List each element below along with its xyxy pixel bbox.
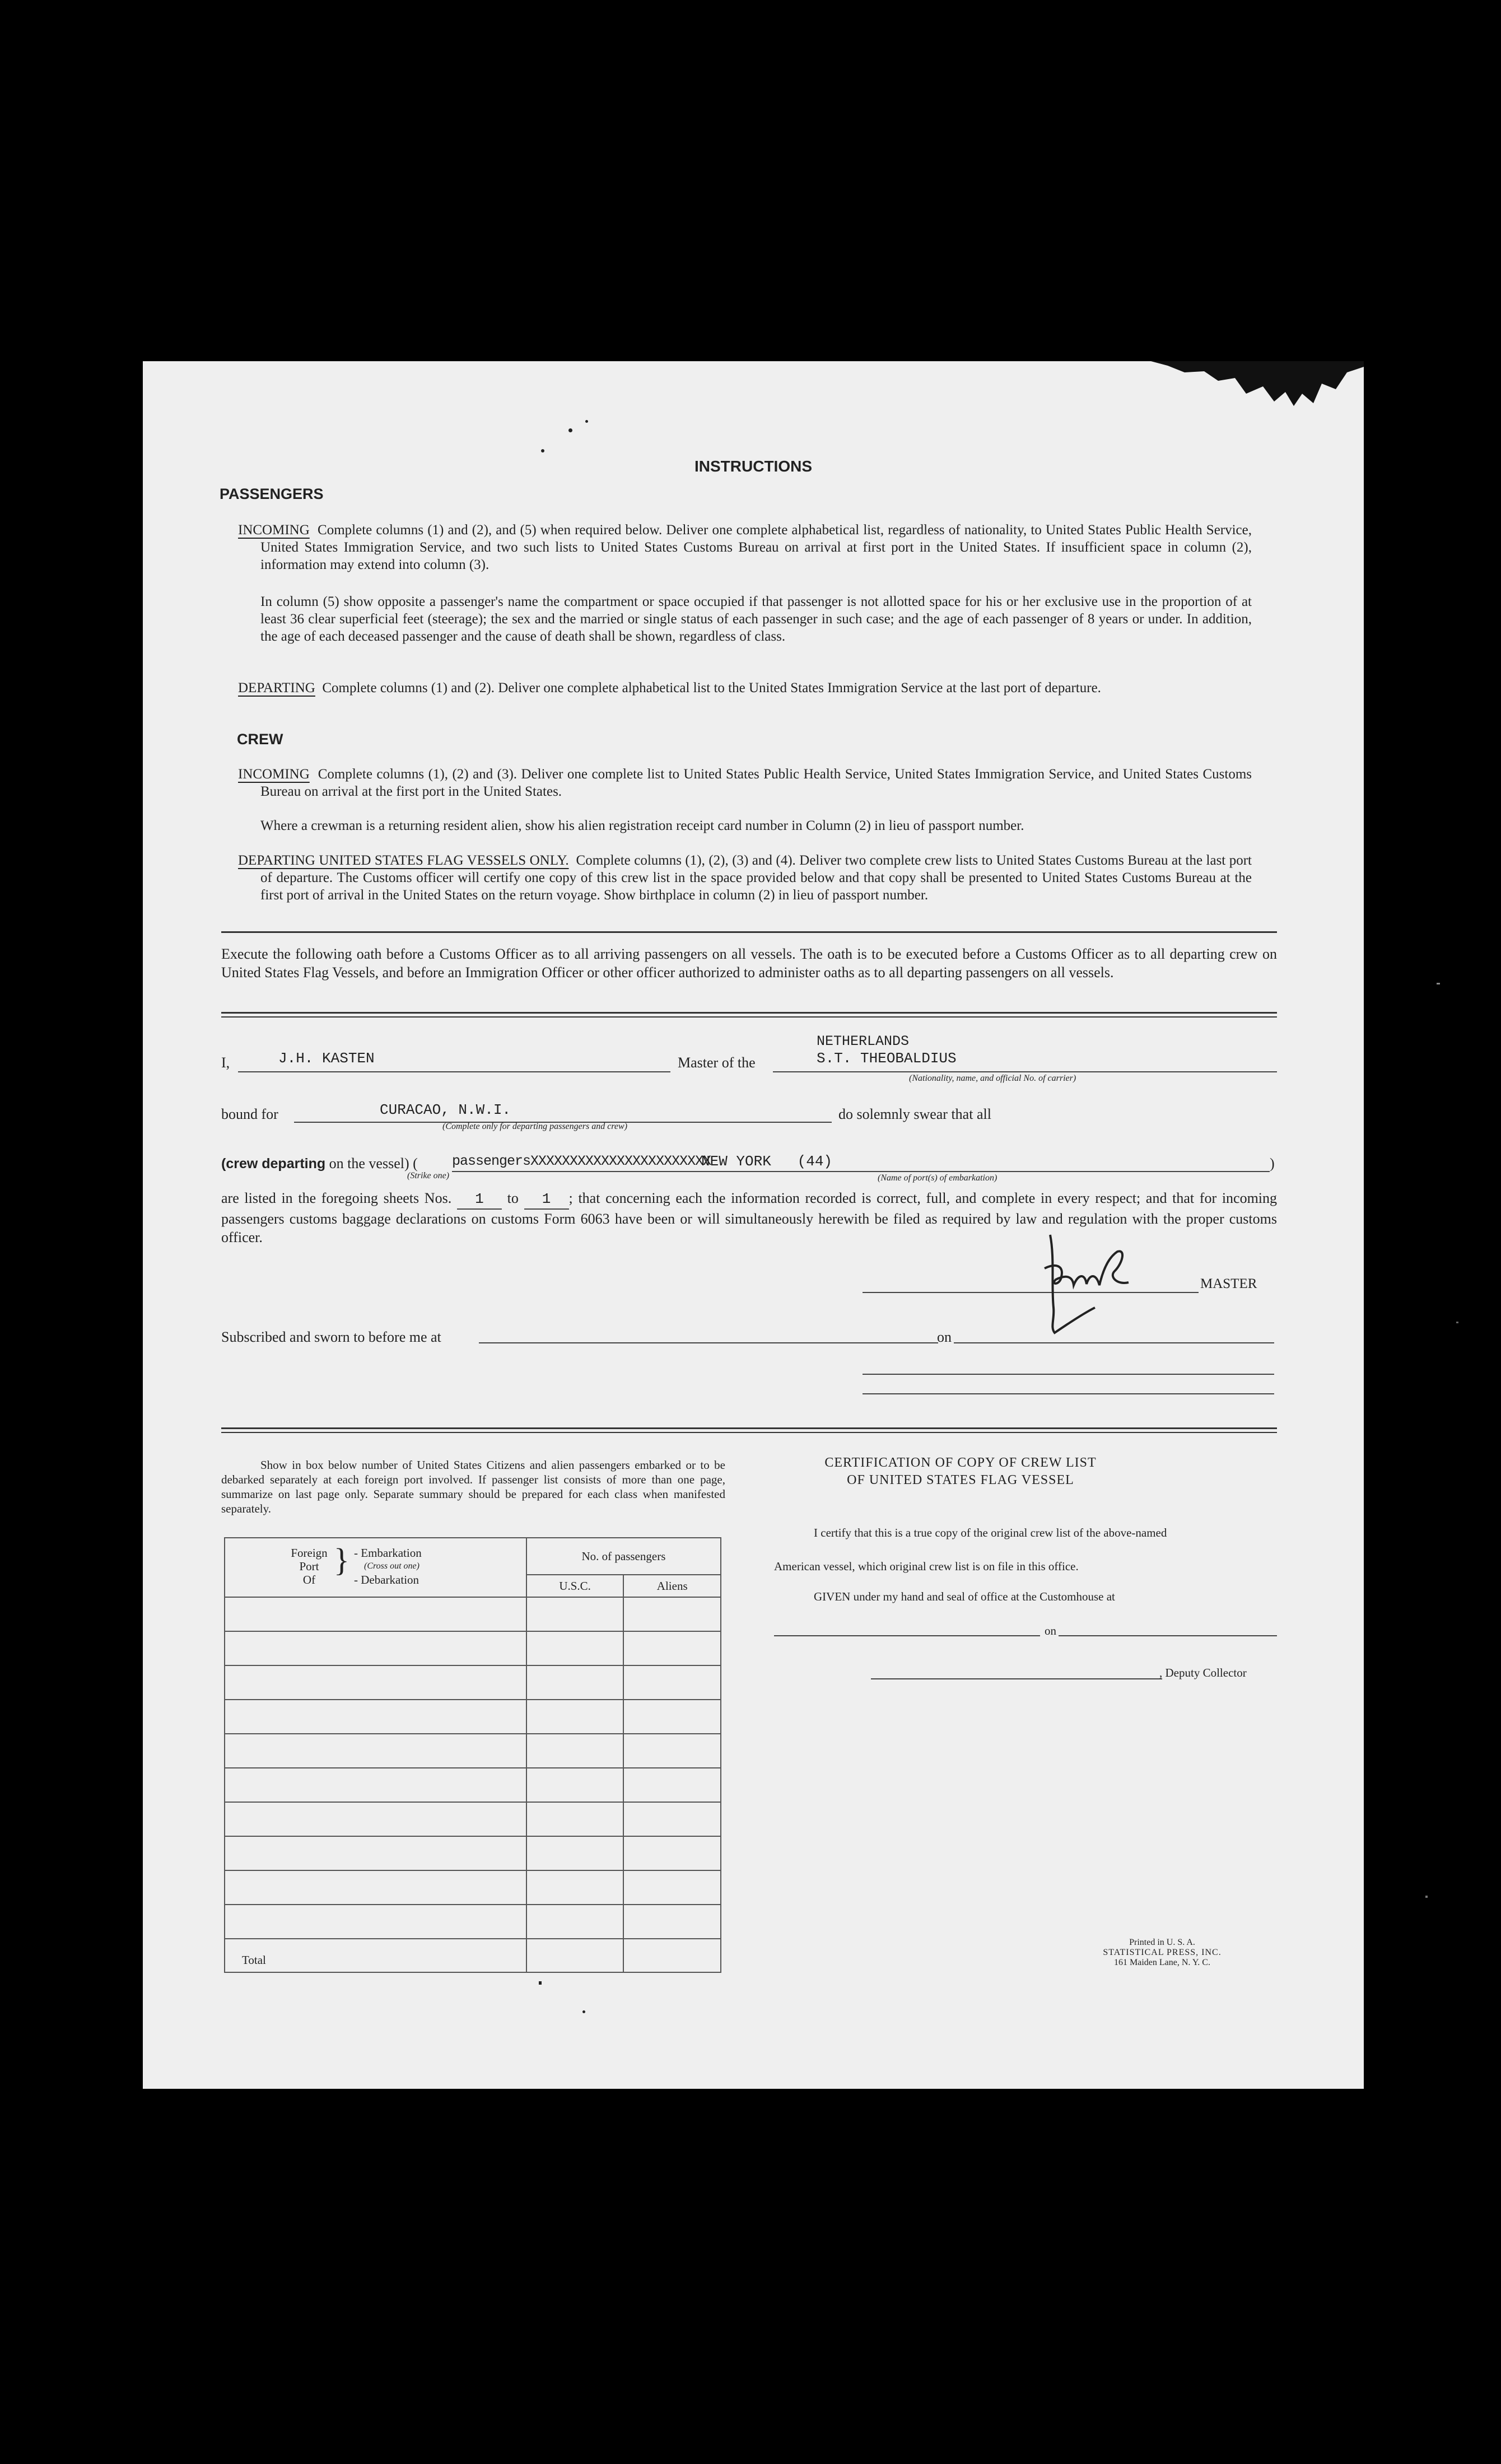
aliens-cell[interactable]	[623, 1905, 721, 1939]
aliens-cell[interactable]	[623, 1700, 721, 1734]
ink-speck	[541, 449, 544, 452]
subscribed-date-line	[954, 1342, 1274, 1343]
master-signature-line	[863, 1292, 1199, 1293]
crew-departing-text: Complete columns (1), (2), (3) and (4). Deliver two complete crew lists to United States Customs Bureau at the last port of departure. The Customs officer will certify one copy of this crew list in the space provided below and that copy shall be presented to United States Customs Bureau at the first port of arrival in the United States on the return voyage. Show birthplace in column (2) in lieu of passport number.	[260, 853, 1252, 903]
document-page	[143, 361, 1364, 2089]
ink-speck	[539, 1981, 542, 1985]
passengers-departing-label: DEPARTING	[238, 680, 315, 696]
ink-speck	[585, 420, 588, 423]
printer-line2: STATISTICAL PRESS, INC.	[1103, 1948, 1222, 1957]
port-label-of: Of	[302, 1573, 316, 1586]
total-usc-cell[interactable]	[526, 1939, 624, 1972]
listed-text: ; that concerning each the information recorded is correct, full, and complete in every respect; and that for incoming passengers customs baggage declarations on customs Form 6063 have been or will simultaneously herewith be filed as required by law and regulation with the proper customs officer.	[221, 1190, 1278, 1245]
to-label: to	[507, 1190, 519, 1206]
port-label-port: Port	[299, 1560, 319, 1573]
aliens-cell[interactable]	[623, 1631, 721, 1665]
crew-departing-label: (crew departing	[221, 1156, 326, 1172]
section-divider	[221, 1432, 1277, 1433]
bound-for-field[interactable]: CURACAO, N.W.I.	[380, 1102, 511, 1118]
passengers-heading: PASSENGERS	[220, 486, 324, 502]
aliens-cell[interactable]	[623, 1836, 721, 1870]
master-of-label: Master of the	[678, 1054, 756, 1071]
aliens-cell[interactable]	[623, 1734, 721, 1768]
certify-line2: American vessel, which original crew list is on file in this office.	[774, 1560, 1079, 1573]
vessel-nationality[interactable]: NETHERLANDS	[817, 1033, 910, 1049]
no-of-passengers-header: No. of passengers	[526, 1538, 721, 1575]
master-signature	[1033, 1224, 1145, 1341]
struck-passengers-text: passengersXXXXXXXXXXXXXXXXXXXXXXX	[452, 1153, 711, 1169]
master-label: MASTER	[1200, 1276, 1257, 1291]
torn-edge-mark	[1151, 361, 1364, 412]
deputy-collector-label: , Deputy Collector	[1159, 1666, 1247, 1679]
passengers-column5-text: In column (5) show opposite a passenger's name the compartment or space occupied if that passenger is not allotted space for his or her exclusive use in the proportion of at least 36 clear superficial feet (steerage); the sex and the married or single status of each passenger in such case; and the age of each passenger of 8 years or under. In addition, the age of each deceased passenger and the cause of death shall be shown, regardless of class.	[260, 594, 1252, 644]
printer-line1: Printed in U. S. A.	[1129, 1938, 1195, 1947]
subscribed-label: Subscribed and sworn to before me at	[221, 1329, 441, 1345]
passengers-incoming-section	[238, 521, 1252, 573]
given-date-line	[1059, 1635, 1277, 1636]
officer-signature-line	[863, 1374, 1274, 1375]
usc-header: U.S.C.	[526, 1575, 624, 1597]
vessel-caption: (Nationality, name, and official No. of carrier)	[909, 1074, 1076, 1083]
given-on-label: on	[1045, 1624, 1056, 1637]
section-divider	[221, 931, 1277, 933]
section-divider	[221, 1427, 1277, 1429]
usc-cell[interactable]	[526, 1734, 624, 1768]
box-instructions-text: Show in box below number of United States Citizens and alien passengers embarked or to be debarked separately at each foreign port involved. If passenger list consists of more than one page, summarize on last page only. Separate summary should be prepared for each class when manifested separately.	[221, 1458, 725, 1515]
port-cell[interactable]	[225, 1700, 526, 1734]
oath-intro-section	[221, 945, 1277, 982]
port-cell[interactable]	[225, 1734, 526, 1768]
printer-credit	[1089, 1938, 1235, 1968]
port-label-foreign: Foreign	[291, 1546, 328, 1560]
port-header-cell	[225, 1538, 526, 1597]
table-row	[225, 1768, 721, 1802]
table-row	[225, 1734, 721, 1768]
master-name-field[interactable]: J.H. KASTEN	[278, 1050, 375, 1067]
crew-heading: CREW	[237, 731, 283, 748]
passengers-departing-text: Complete columns (1) and (2). Deliver one complete alphabetical list to the United States Immigration Service at the last port of departure.	[322, 680, 1101, 696]
port-brace: }	[334, 1542, 349, 1578]
passengers-departing-section	[238, 679, 1252, 697]
master-name-field-line	[238, 1071, 670, 1072]
ink-speck	[582, 2010, 585, 2013]
crew-incoming-section	[238, 766, 1252, 800]
port-cell[interactable]	[225, 1597, 526, 1631]
box-instructions-section	[221, 1458, 725, 1516]
certification-title-line2: OF UNITED STATES FLAG VESSEL	[847, 1473, 1074, 1487]
usc-cell[interactable]	[526, 1665, 624, 1700]
usc-cell[interactable]	[526, 1700, 624, 1734]
aliens-header: Aliens	[623, 1575, 721, 1597]
total-row	[225, 1939, 721, 1972]
total-label: Total	[225, 1939, 526, 1972]
passengers-incoming-label: INCOMING	[238, 522, 310, 538]
oath-i-label: I,	[221, 1054, 230, 1071]
aliens-cell[interactable]	[623, 1665, 721, 1700]
usc-cell[interactable]	[526, 1836, 624, 1870]
close-paren: )	[1270, 1155, 1275, 1172]
port-cell[interactable]	[225, 1802, 526, 1836]
usc-cell[interactable]	[526, 1631, 624, 1665]
swear-label: do solemnly swear that all	[838, 1106, 991, 1122]
crew-departing-label: DEPARTING UNITED STATES FLAG VESSELS ONLY.	[238, 853, 569, 868]
crew-resident-section	[260, 817, 1252, 834]
usc-cell[interactable]	[526, 1768, 624, 1802]
table-row	[225, 1802, 721, 1836]
page-title: INSTRUCTIONS	[694, 458, 812, 475]
crew-incoming-label: INCOMING	[238, 767, 310, 782]
bound-for-caption: (Complete only for departing passengers and crew)	[442, 1122, 628, 1131]
port-cell[interactable]	[225, 1836, 526, 1870]
usc-cell[interactable]	[526, 1870, 624, 1905]
crew-departing-section	[238, 852, 1252, 904]
passengers-incoming-text: Complete columns (1) and (2), and (5) when required below. Deliver one complete alphabetical list, regardless of nationality, to United States Public Health Service, United States Immigration Service, and two such lists to United States Customs Bureau on arrival at first port in the United States. If insufficient space in column (2), information may extend into column (3).	[260, 522, 1252, 572]
oath-intro-text: Execute the following oath before a Customs Officer as to all arriving passengers on all vessels. The oath is to be executed before a Customs Officer as to all departing crew on United States Flag Vessels, and before an Immigration Officer or other officer authorized to administer oaths as to all departing passengers on all vessels.	[221, 946, 1277, 981]
vessel-field-line	[773, 1071, 1277, 1072]
section-divider	[221, 1012, 1277, 1014]
port-cell[interactable]	[225, 1631, 526, 1665]
table-row	[225, 1665, 721, 1700]
usc-cell[interactable]	[526, 1597, 624, 1631]
debarkation-label: - Debarkation	[354, 1573, 419, 1586]
table-row	[225, 1836, 721, 1870]
port-caption: (Name of port(s) of embarkation)	[878, 1173, 997, 1183]
aliens-cell[interactable]	[623, 1768, 721, 1802]
certification-title-line1: CERTIFICATION OF COPY OF CREW LIST	[824, 1455, 1097, 1470]
port-cell[interactable]	[225, 1870, 526, 1905]
subscribed-on-label: on	[937, 1329, 952, 1345]
total-aliens-cell[interactable]	[623, 1939, 721, 1972]
scan-speck	[1437, 983, 1440, 984]
customhouse-place-line	[774, 1635, 1040, 1636]
strike-caption: (Strike one)	[407, 1171, 450, 1180]
vessel-name[interactable]: S.T. THEOBALDIUS	[817, 1050, 957, 1067]
scan-speck	[1425, 1896, 1428, 1898]
embarkation-label: - Embarkation	[354, 1546, 422, 1560]
crew-departing-line	[221, 1155, 418, 1172]
passenger-summary-table	[224, 1537, 721, 1973]
aliens-cell[interactable]	[623, 1597, 721, 1631]
table-row	[225, 1631, 721, 1665]
table-row	[225, 1870, 721, 1905]
port-cell[interactable]	[225, 1768, 526, 1802]
port-field-line	[452, 1171, 1270, 1172]
scan-speck	[1456, 1322, 1458, 1323]
port-cell[interactable]	[225, 1905, 526, 1939]
listed-pre: are listed in the foregoing sheets Nos.	[221, 1190, 452, 1206]
table-row	[225, 1905, 721, 1939]
cross-out-label: (Cross out one)	[364, 1561, 419, 1571]
passengers-column5-section	[260, 593, 1252, 645]
table-row	[225, 1700, 721, 1734]
subscribed-place-line	[479, 1342, 938, 1343]
usc-cell[interactable]	[526, 1905, 624, 1939]
ink-speck	[568, 428, 572, 432]
crew-resident-text: Where a crewman is a returning resident alien, show his alien registration receipt card number in Column (2) in lieu of passport number.	[260, 818, 1024, 833]
table-row	[225, 1597, 721, 1631]
port-of-embarkation-field[interactable]: NEW YORK (44)	[701, 1153, 833, 1170]
printer-line3: 161 Maiden Lane, N. Y. C.	[1114, 1958, 1210, 1967]
crew-incoming-text: Complete columns (1), (2) and (3). Deliver one complete list to United States Public Health Service, United States Immigration Service, and United States Customs Bureau on arrival at the first port in the United States.	[260, 767, 1252, 799]
deputy-collector-signature-line	[871, 1678, 1162, 1679]
aliens-cell[interactable]	[623, 1870, 721, 1905]
port-cell[interactable]	[225, 1665, 526, 1700]
usc-cell[interactable]	[526, 1802, 624, 1836]
sheets-to-field[interactable]: 1	[524, 1190, 569, 1210]
given-line: GIVEN under my hand and seal of office at the Customhouse at	[814, 1590, 1115, 1603]
on-the-vessel-label: on the vessel) (	[329, 1155, 418, 1172]
certify-line1: I certify that this is a true copy of the original crew list of the above-named	[814, 1526, 1167, 1539]
bound-for-label: bound for	[221, 1106, 278, 1122]
certification-title	[821, 1454, 1101, 1489]
sheets-from-field[interactable]: 1	[457, 1190, 502, 1210]
aliens-cell[interactable]	[623, 1802, 721, 1836]
section-divider	[221, 1016, 1277, 1018]
officer-title-line	[863, 1393, 1274, 1394]
